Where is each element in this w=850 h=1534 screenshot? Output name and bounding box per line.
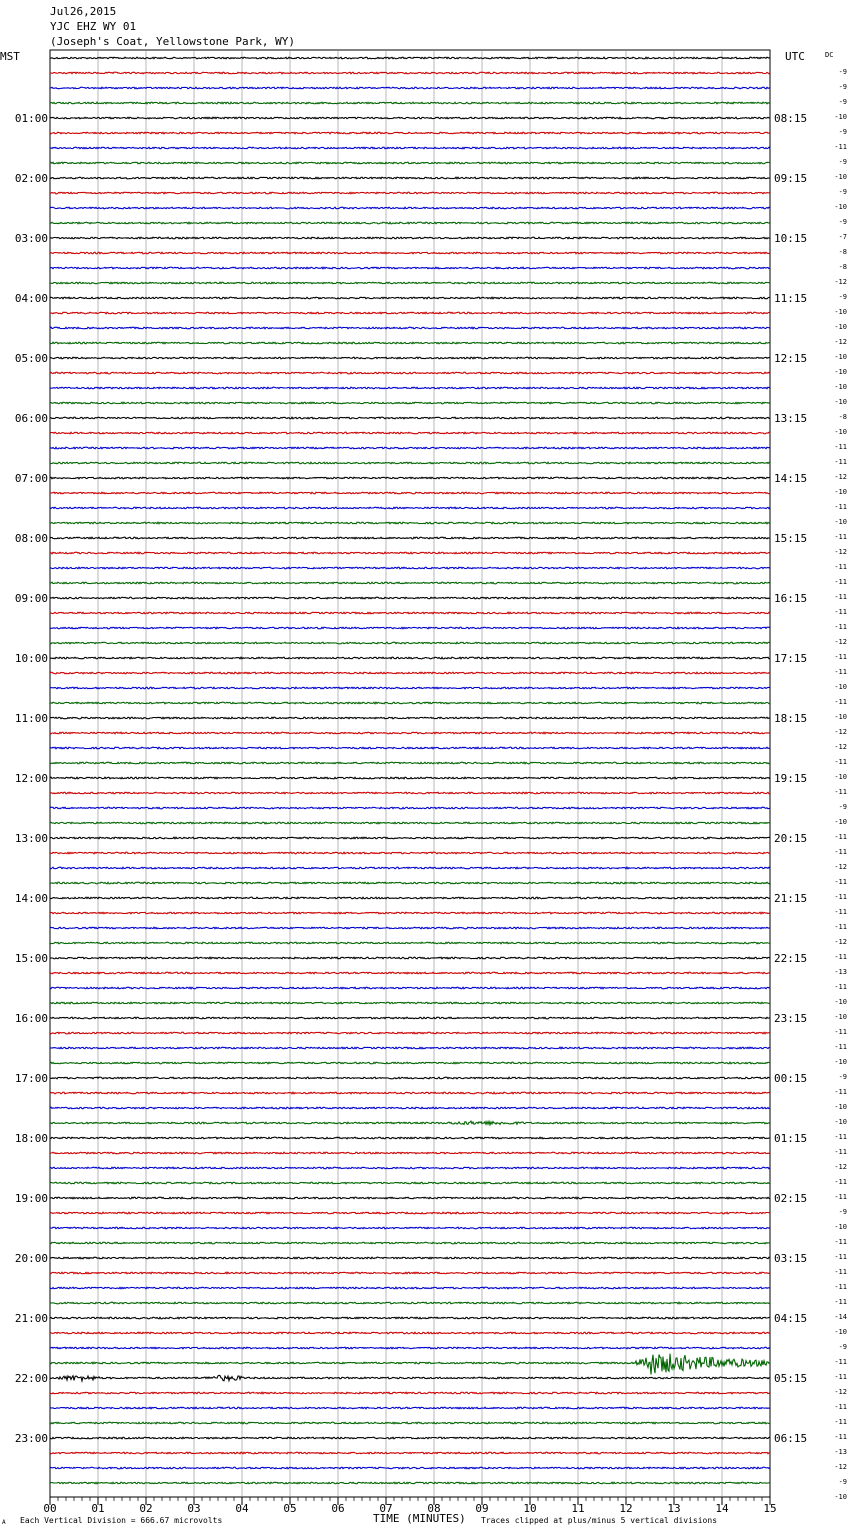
trace-line: [50, 1452, 770, 1454]
dc-offset-label: -11: [834, 1433, 847, 1441]
trace-line: [50, 792, 770, 794]
utc-hour-label: 21:15: [774, 892, 808, 905]
dc-offset-label: -11: [834, 893, 847, 901]
dc-offset-label: -11: [834, 578, 847, 586]
dc-offset-label: -9: [838, 83, 847, 91]
trace-line: [50, 372, 770, 374]
mst-hour-label: 09:00: [14, 592, 48, 605]
plot-grid: [50, 50, 770, 1497]
utc-hour-label: 01:15: [774, 1132, 808, 1145]
utc-hour-label: 06:15: [774, 1432, 808, 1445]
trace-line: [50, 1062, 770, 1064]
trace-line: [50, 702, 770, 704]
mst-hour-label: 23:00: [14, 1432, 48, 1445]
dc-offset-label: -9: [838, 158, 847, 166]
dc-offset-label: -10: [834, 173, 847, 181]
trace-line: [50, 762, 770, 764]
x-tick-label: 06: [331, 1502, 345, 1515]
dc-offset-label: -9: [838, 68, 847, 76]
dc-offset-label: -12: [834, 1463, 847, 1471]
dc-offset-label: -11: [834, 878, 847, 886]
trace-line: [50, 1422, 770, 1424]
dc-offset-label: -10: [834, 518, 847, 526]
chart-date: Jul26,2015: [50, 5, 117, 18]
utc-hour-label: 02:15: [774, 1192, 808, 1205]
x-tick-label: 04: [235, 1502, 249, 1515]
dc-offset-label: -11: [834, 923, 847, 931]
x-axis-title: TIME (MINUTES): [373, 1512, 466, 1525]
x-tick-label: 01: [91, 1502, 105, 1515]
trace-line: [50, 1375, 770, 1381]
utc-hour-label: 19:15: [774, 772, 808, 785]
x-tick-label: 02: [139, 1502, 153, 1515]
trace-line: [50, 1152, 770, 1154]
mst-hour-label: 16:00: [14, 1012, 48, 1025]
trace-line: [50, 1332, 770, 1334]
dc-offset-label: -9: [838, 1073, 847, 1081]
trace-line: [50, 507, 770, 509]
dc-offset-label: -12: [834, 938, 847, 946]
trace-line: [50, 312, 770, 314]
x-tick-label: 08: [427, 1502, 441, 1515]
dc-offset-label: -11: [834, 1028, 847, 1036]
trace-line: [50, 1257, 770, 1259]
trace-line: [50, 1002, 770, 1004]
trace-line: [50, 1197, 770, 1199]
trace-line: [50, 162, 770, 164]
dc-offset-label: -11: [834, 653, 847, 661]
dc-offset-label: -11: [834, 443, 847, 451]
trace-line: [50, 1392, 770, 1394]
dc-offset-label: -9: [838, 1343, 847, 1351]
mst-hour-label: 11:00: [14, 712, 48, 725]
trace-line: [50, 522, 770, 524]
trace-line: [50, 1107, 770, 1109]
mst-hour-label: 15:00: [14, 952, 48, 965]
utc-hour-label: 09:15: [774, 172, 808, 185]
trace-line: [50, 1092, 770, 1094]
trace-line: [50, 882, 770, 884]
mst-hour-label: 04:00: [14, 292, 48, 305]
trace-line: [50, 267, 770, 269]
dc-offset-label: -10: [834, 1328, 847, 1336]
trace-line: [50, 972, 770, 974]
trace-line: [50, 492, 770, 494]
utc-hour-label: 04:15: [774, 1312, 808, 1325]
trace-line: [50, 672, 770, 674]
dc-offset-label: -11: [834, 533, 847, 541]
trace-line: [50, 657, 770, 659]
dc-offset-label: -11: [834, 1253, 847, 1261]
mst-hour-label: 19:00: [14, 1192, 48, 1205]
corner-mark: A: [2, 1519, 6, 1526]
mst-label: MST: [0, 50, 20, 63]
trace-line: [50, 402, 770, 404]
dc-offset-label: -11: [834, 1193, 847, 1201]
dc-offset-label: -12: [834, 338, 847, 346]
dc-offset-label: -11: [834, 668, 847, 676]
utc-hour-label: 08:15: [774, 112, 808, 125]
trace-line: [50, 687, 770, 689]
utc-hour-label: 23:15: [774, 1012, 808, 1025]
dc-offset-label: -10: [834, 368, 847, 376]
dc-offset-label: -11: [834, 1238, 847, 1246]
dc-offset-label: -8: [838, 248, 847, 256]
trace-line: [50, 207, 770, 209]
dc-offset-label: -10: [834, 818, 847, 826]
utc-label: UTC: [785, 50, 805, 63]
trace-line: [50, 582, 770, 584]
dc-offset-label: -11: [834, 563, 847, 571]
trace-line: [50, 417, 770, 419]
trace-line: [50, 1317, 770, 1319]
trace-line: [50, 642, 770, 644]
dc-offset-label: -10: [834, 713, 847, 721]
scale-note: Each Vertical Division = 666.67 microvolts: [20, 1516, 223, 1525]
dc-offset-label: -9: [838, 1208, 847, 1216]
dc-offset-label: -11: [834, 143, 847, 151]
mst-hour-label: 05:00: [14, 352, 48, 365]
trace-line: [50, 357, 770, 359]
station-name: YJC EHZ WY 01: [50, 20, 137, 33]
dc-offset-label: -11: [834, 593, 847, 601]
x-tick-label: 15: [763, 1502, 777, 1515]
trace-line: [50, 462, 770, 464]
trace-line: [50, 192, 770, 194]
dc-offset-label: -10: [834, 1223, 847, 1231]
trace-line: [50, 1482, 770, 1484]
dc-offset-label: -10: [834, 1103, 847, 1111]
trace-line: [50, 1137, 770, 1139]
mst-hour-label: 18:00: [14, 1132, 48, 1145]
dc-offset-label: -11: [834, 953, 847, 961]
dc-offset-label: -12: [834, 743, 847, 751]
mst-hour-label: 12:00: [14, 772, 48, 785]
trace-group: [50, 57, 847, 1501]
dc-label: DC: [825, 51, 834, 59]
dc-offset-label: -10: [834, 383, 847, 391]
trace-line: [50, 387, 770, 389]
mst-hour-label: 22:00: [14, 1372, 48, 1385]
plot-frame: [50, 50, 770, 1497]
utc-hour-label: 20:15: [774, 832, 808, 845]
trace-line: [50, 597, 770, 599]
dc-offset-label: -10: [834, 1058, 847, 1066]
dc-offset-label: -11: [834, 983, 847, 991]
trace-line: [50, 282, 770, 284]
dc-offset-label: -9: [838, 293, 847, 301]
dc-offset-label: -10: [834, 1013, 847, 1021]
utc-hour-label: 00:15: [774, 1072, 808, 1085]
trace-line: [50, 72, 770, 74]
x-tick-label: 09: [475, 1502, 489, 1515]
utc-hour-label: 12:15: [774, 352, 808, 365]
utc-hour-label: 15:15: [774, 532, 808, 545]
dc-offset-label: -10: [834, 113, 847, 121]
mst-hour-label: 08:00: [14, 532, 48, 545]
dc-offset-label: -11: [834, 1403, 847, 1411]
dc-offset-label: -12: [834, 728, 847, 736]
utc-hour-label: 11:15: [774, 292, 808, 305]
trace-line: [50, 477, 770, 479]
dc-offset-label: -13: [834, 968, 847, 976]
dc-offset-label: -10: [834, 1493, 847, 1501]
mst-hour-label: 14:00: [14, 892, 48, 905]
trace-line: [50, 717, 770, 719]
dc-offset-label: -9: [838, 128, 847, 136]
station-location: (Joseph's Coat, Yellowstone Park, WY): [50, 35, 296, 48]
dc-offset-label: -8: [838, 263, 847, 271]
trace-line: [50, 927, 770, 929]
x-tick-label: 13: [667, 1502, 681, 1515]
trace-line: [50, 1467, 770, 1469]
utc-hour-label: 17:15: [774, 652, 808, 665]
trace-line: [50, 1182, 770, 1184]
mst-hour-label: 13:00: [14, 832, 48, 845]
dc-offset-label: -12: [834, 473, 847, 481]
x-tick-label: 14: [715, 1502, 729, 1515]
trace-line: [50, 852, 770, 854]
dc-offset-label: -10: [834, 308, 847, 316]
trace-line: [50, 1287, 770, 1289]
dc-offset-label: -9: [838, 188, 847, 196]
trace-line: [50, 1437, 770, 1439]
trace-line: [50, 87, 770, 89]
trace-line: [50, 237, 770, 239]
trace-line: [50, 822, 770, 824]
dc-offset-label: -11: [834, 788, 847, 796]
dc-offset-label: -10: [834, 428, 847, 436]
dc-offset-label: -11: [834, 758, 847, 766]
trace-line: [50, 102, 770, 104]
trace-line: [50, 732, 770, 734]
x-tick-label: 10: [523, 1502, 537, 1515]
dc-offset-label: -10: [834, 203, 847, 211]
dc-offset-label: -10: [834, 773, 847, 781]
mst-hour-label: 17:00: [14, 1072, 48, 1085]
trace-line: [50, 447, 770, 449]
mst-hour-label: 20:00: [14, 1252, 48, 1265]
x-tick-label: 05: [283, 1502, 297, 1515]
dc-offset-label: -11: [834, 1358, 847, 1366]
trace-line: [50, 537, 770, 539]
x-tick-label: 03: [187, 1502, 201, 1515]
trace-line: [50, 612, 770, 614]
dc-offset-label: -10: [834, 683, 847, 691]
utc-hour-label: 22:15: [774, 952, 808, 965]
dc-offset-label: -9: [838, 1478, 847, 1486]
clip-note: Traces clipped at plus/minus 5 vertical divisions: [481, 1516, 718, 1525]
trace-line: [50, 1017, 770, 1019]
trace-line: [50, 252, 770, 254]
dc-offset-label: -11: [834, 608, 847, 616]
trace-line: [50, 1242, 770, 1244]
utc-hour-label: 10:15: [774, 232, 808, 245]
dc-offset-label: -11: [834, 1043, 847, 1051]
dc-offset-label: -12: [834, 278, 847, 286]
trace-line: [50, 957, 770, 959]
trace-line: [50, 912, 770, 914]
trace-line: [50, 1077, 770, 1079]
trace-line: [50, 177, 770, 179]
trace-line: [50, 807, 770, 809]
dc-offset-label: -10: [834, 488, 847, 496]
dc-offset-label: -11: [834, 1148, 847, 1156]
dc-offset-label: -11: [834, 908, 847, 916]
dc-offset-label: -10: [834, 398, 847, 406]
dc-offset-label: -11: [834, 1283, 847, 1291]
dc-offset-label: -10: [834, 1118, 847, 1126]
dc-offset-label: -11: [834, 1268, 847, 1276]
dc-offset-label: -10: [834, 323, 847, 331]
utc-hour-label: 05:15: [774, 1372, 808, 1385]
trace-line: [50, 1121, 770, 1125]
trace-line: [50, 987, 770, 989]
utc-hour-label: 13:15: [774, 412, 808, 425]
dc-offset-label: -11: [834, 458, 847, 466]
utc-hour-label: 03:15: [774, 1252, 808, 1265]
dc-offset-label: -12: [834, 1388, 847, 1396]
dc-offset-label: -11: [834, 503, 847, 511]
trace-line: [50, 867, 770, 869]
dc-offset-label: -11: [834, 1373, 847, 1381]
dc-offset-label: -14: [834, 1313, 847, 1321]
dc-offset-label: -9: [838, 803, 847, 811]
trace-line: [50, 627, 770, 629]
dc-offset-label: -7: [838, 233, 847, 241]
trace-line: [50, 1354, 770, 1375]
trace-line: [50, 1347, 770, 1349]
trace-line: [50, 837, 770, 839]
trace-line: [50, 1272, 770, 1274]
x-tick-label: 00: [43, 1502, 57, 1515]
x-tick-label: 12: [619, 1502, 633, 1515]
mst-hour-label: 10:00: [14, 652, 48, 665]
dc-offset-label: -11: [834, 1298, 847, 1306]
dc-offset-label: -11: [834, 1418, 847, 1426]
trace-line: [50, 1227, 770, 1229]
trace-line: [50, 567, 770, 569]
trace-line: [50, 147, 770, 149]
trace-line: [50, 117, 770, 119]
mst-hour-label: 01:00: [14, 112, 48, 125]
trace-line: [50, 897, 770, 899]
mst-hour-label: 06:00: [14, 412, 48, 425]
utc-hour-label: 14:15: [774, 472, 808, 485]
dc-offset-label: -12: [834, 1163, 847, 1171]
trace-line: [50, 942, 770, 944]
dc-offset-label: -11: [834, 1088, 847, 1096]
utc-hour-label: 16:15: [774, 592, 808, 605]
dc-offset-label: -11: [834, 698, 847, 706]
mst-hour-label: 21:00: [14, 1312, 48, 1325]
dc-offset-label: -11: [834, 1178, 847, 1186]
dc-offset-label: -11: [834, 623, 847, 631]
dc-offset-label: -11: [834, 833, 847, 841]
dc-offset-label: -12: [834, 638, 847, 646]
trace-line: [50, 1047, 770, 1049]
x-tick-label: 07: [379, 1502, 393, 1515]
trace-line: [50, 132, 770, 134]
mst-hour-label: 03:00: [14, 232, 48, 245]
trace-line: [50, 57, 770, 59]
trace-line: [50, 342, 770, 344]
trace-line: [50, 1167, 770, 1169]
mst-hour-label: 02:00: [14, 172, 48, 185]
dc-offset-label: -9: [838, 98, 847, 106]
dc-offset-label: -9: [838, 218, 847, 226]
trace-line: [50, 222, 770, 224]
trace-line: [50, 552, 770, 554]
dc-offset-label: -11: [834, 1133, 847, 1141]
trace-line: [50, 1212, 770, 1214]
trace-line: [50, 747, 770, 749]
dc-offset-label: -8: [838, 413, 847, 421]
trace-line: [50, 297, 770, 299]
mst-hour-label: 07:00: [14, 472, 48, 485]
trace-line: [50, 1407, 770, 1409]
x-tick-label: 11: [571, 1502, 585, 1515]
trace-line: [50, 432, 770, 434]
utc-hour-label: 18:15: [774, 712, 808, 725]
dc-offset-label: -10: [834, 353, 847, 361]
dc-offset-label: -11: [834, 848, 847, 856]
trace-line: [50, 327, 770, 329]
dc-offset-label: -10: [834, 998, 847, 1006]
trace-line: [50, 1302, 770, 1304]
dc-offset-label: -12: [834, 548, 847, 556]
dc-offset-label: -13: [834, 1448, 847, 1456]
trace-line: [50, 777, 770, 779]
trace-line: [50, 1032, 770, 1034]
dc-offset-label: -12: [834, 863, 847, 871]
